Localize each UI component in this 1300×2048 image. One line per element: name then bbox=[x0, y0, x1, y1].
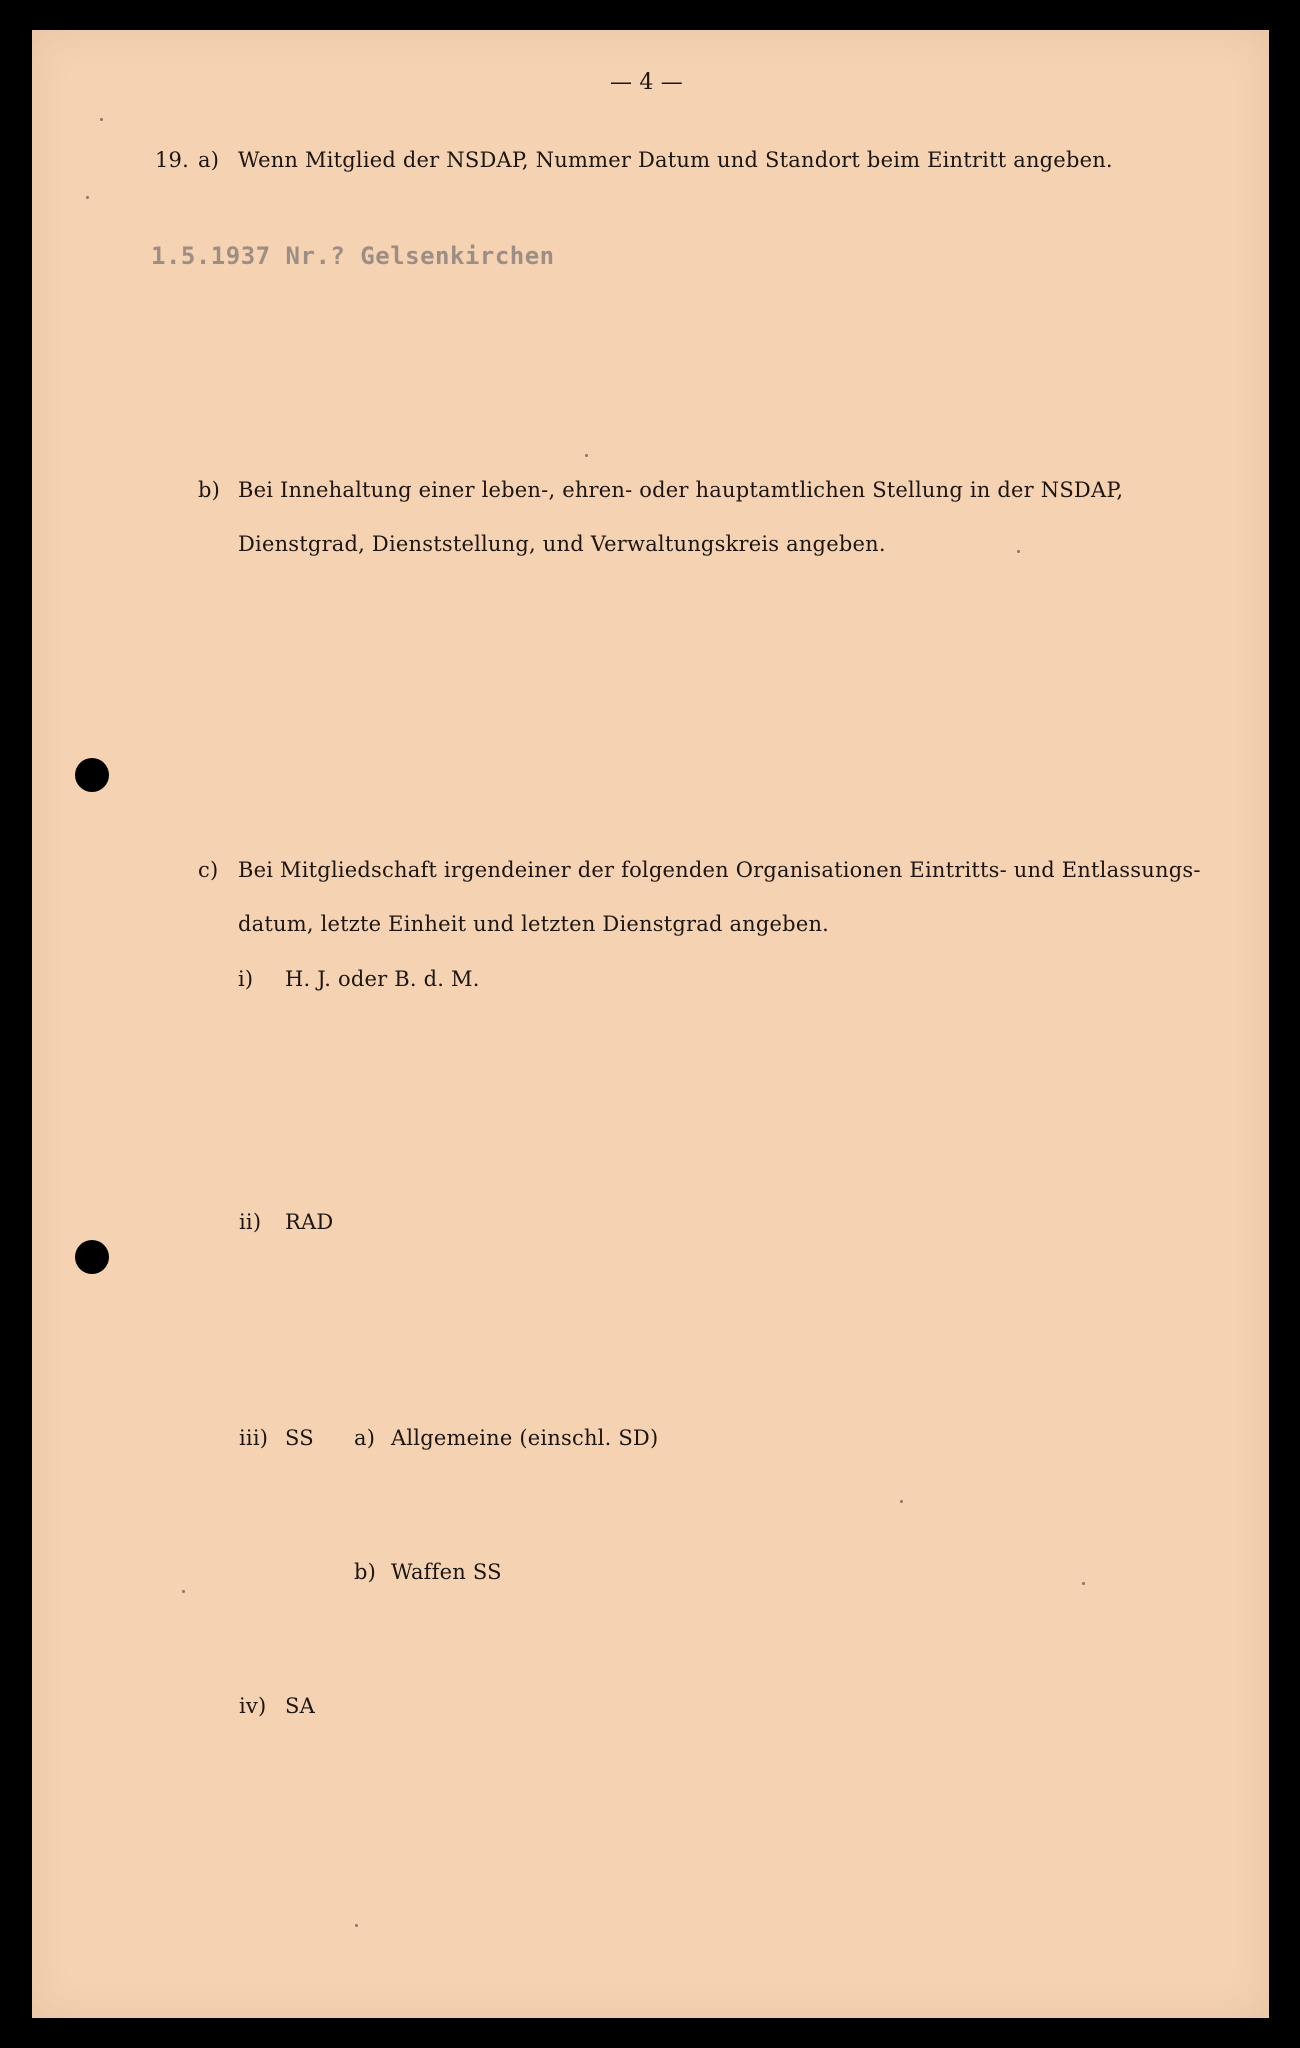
question-19-number: 19. bbox=[155, 148, 189, 172]
item-iii-sub-a: Allgemeine (einschl. SD) bbox=[391, 1426, 659, 1450]
item-ii-label: RAD bbox=[285, 1210, 334, 1234]
page-number: — 4 — bbox=[610, 70, 683, 95]
question-19a-text: Wenn Mitglied der NSDAP, Nummer Datum und Standort beim Eintritt angeben. bbox=[238, 148, 1113, 172]
item-iii-number: iii) bbox=[239, 1426, 269, 1450]
paper-speck bbox=[86, 196, 89, 199]
question-19b-line1: Bei Innehaltung einer leben-, ehren- oder hauptamtlichen Stellung in der NSDAP, bbox=[238, 478, 1124, 502]
document-page bbox=[32, 30, 1269, 2018]
question-19c-line1: Bei Mitgliedschaft irgendeiner der folgenden Organisationen Eintritts- und Entlassungs- bbox=[238, 858, 1201, 882]
question-19c-label: c) bbox=[198, 858, 219, 882]
question-19c-line2: datum, letzte Einheit und letzten Dienstgrad angeben. bbox=[238, 912, 830, 936]
item-i-number: i) bbox=[238, 967, 254, 991]
paper-speck bbox=[355, 1924, 358, 1927]
question-19b-label: b) bbox=[198, 478, 221, 502]
item-iv-number: iv) bbox=[239, 1694, 267, 1718]
question-19b-line2: Dienstgrad, Dienststellung, und Verwaltungskreis angeben. bbox=[238, 532, 886, 556]
typed-answer-19a: 1.5.1937 Nr.? Gelsenkirchen bbox=[151, 242, 555, 270]
item-iii-sub-a-label: a) bbox=[354, 1426, 376, 1450]
item-iii-label: SS bbox=[285, 1426, 314, 1450]
item-ii-number: ii) bbox=[239, 1210, 262, 1234]
paper-speck bbox=[900, 1500, 903, 1503]
punch-hole-lower bbox=[75, 1240, 109, 1274]
question-19a-label: a) bbox=[198, 148, 220, 172]
paper-speck bbox=[182, 1590, 185, 1593]
item-iii-sub-b-label: b) bbox=[354, 1560, 377, 1584]
punch-hole-upper bbox=[75, 758, 109, 792]
item-i-label: H. J. oder B. d. M. bbox=[285, 967, 480, 991]
item-iv-label: SA bbox=[285, 1694, 315, 1718]
paper-speck bbox=[585, 454, 588, 457]
item-iii-sub-b: Waffen SS bbox=[391, 1560, 502, 1584]
paper-speck bbox=[1082, 1582, 1085, 1585]
paper-speck bbox=[1017, 550, 1020, 553]
paper-speck bbox=[100, 118, 103, 121]
